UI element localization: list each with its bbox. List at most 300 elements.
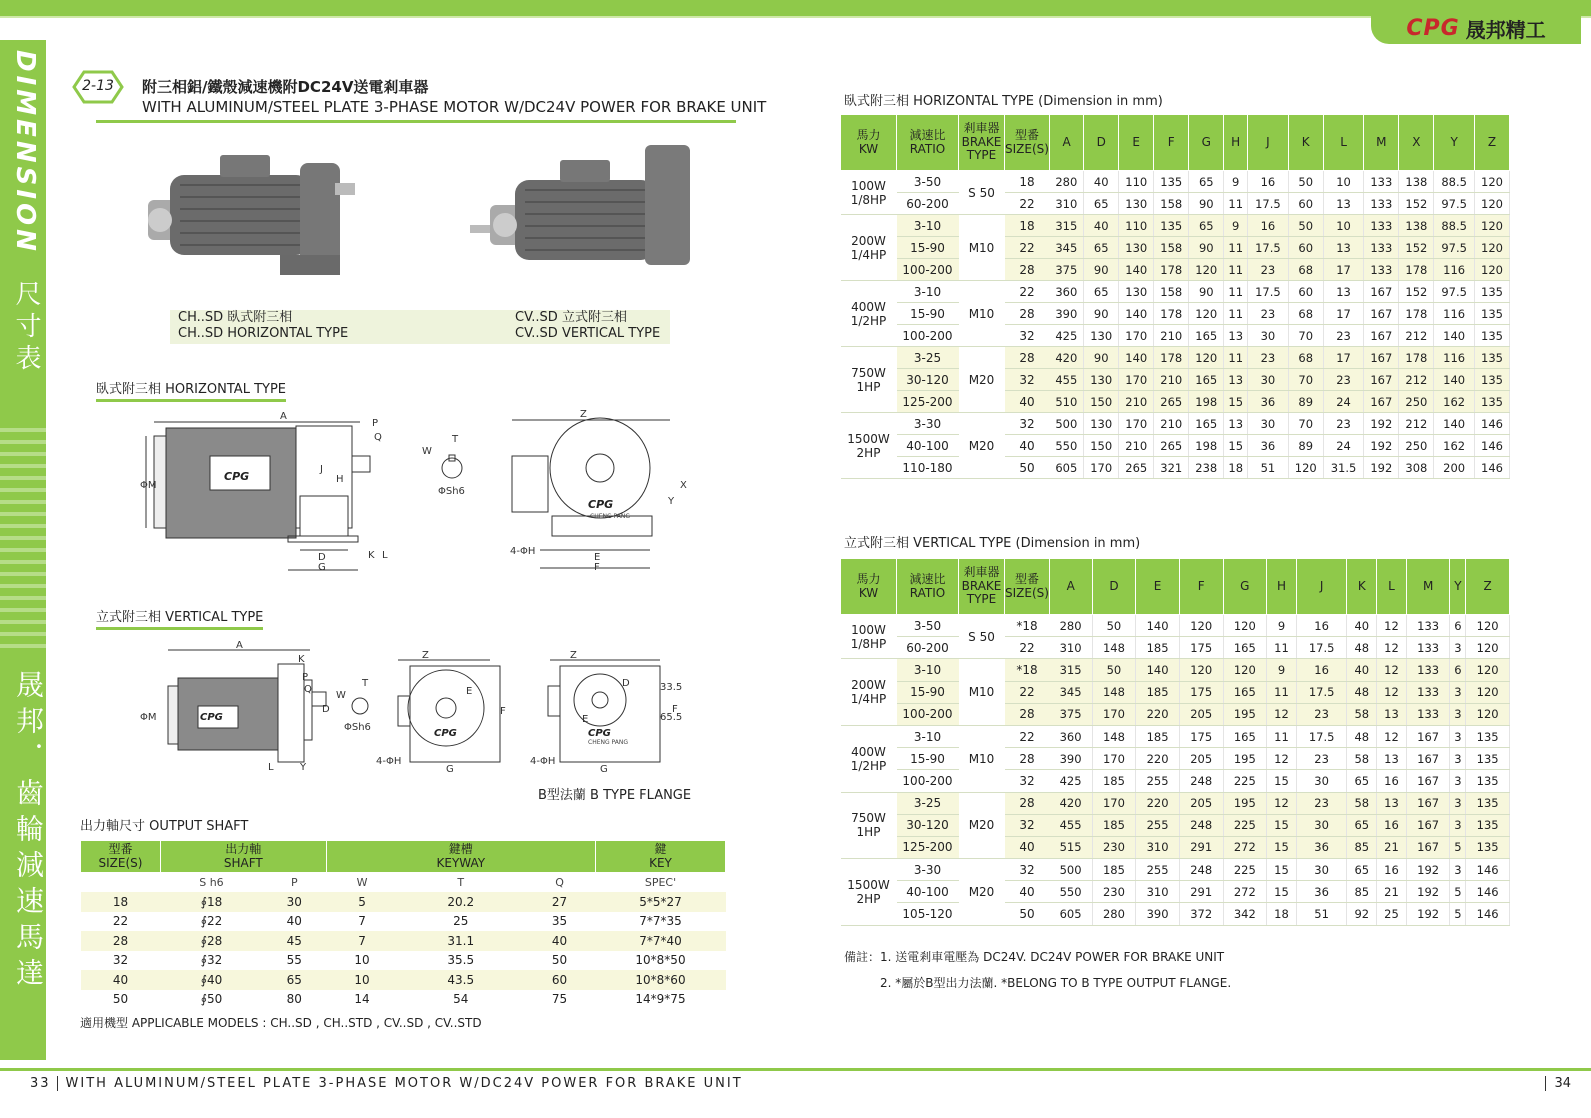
shaft-head-key: 鍵 KEY [596,841,726,873]
head-ratio [897,559,959,615]
dim-cell: 152 [1399,281,1434,303]
dim-cell: 12 [1377,659,1407,681]
dim-cell: 15 [1267,836,1297,858]
svg-text:L: L [268,762,274,773]
head-size [1005,559,1050,615]
size-cell: 32 [1005,325,1050,347]
dim-row [841,814,1510,836]
size-cell: 28 [1005,303,1050,325]
top-bar [0,0,1591,18]
dim-cell: 21 [1377,836,1407,858]
head-col-j: J [1248,115,1289,171]
dim-cell: 390 [1049,748,1092,770]
note-1: 備註：1. 送電剎車電壓為 DC24V. DC24V POWER FOR BRAKE UNIT [844,950,1225,964]
dim-cell: 17 [1323,347,1364,369]
dim-cell: 255 [1136,859,1180,881]
shaft-subheader-cell: SPEC' [644,876,677,889]
size-cell: 40 [1005,391,1050,413]
dim-cell: 16 [1377,859,1407,881]
dim-cell: 9 [1267,615,1297,637]
shaft-label: 出力軸尺寸 OUTPUT SHAFT [80,819,249,834]
dim-cell: 50 [1092,659,1136,681]
svg-text:D: D [318,552,326,563]
table-head [841,559,1510,615]
dim-cell: 140 [1434,413,1475,435]
dim-cell: 198 [1189,391,1224,413]
kw-cell [841,615,897,659]
kw-line: 200W [851,233,886,248]
dim-cell: 133 [1406,681,1450,703]
kw-line: 400W [851,299,886,314]
dim-cell: 280 [1049,171,1083,193]
dim-cell: 48 [1347,681,1377,703]
dim-cell: 70 [1288,413,1323,435]
dim-cell: 178 [1154,347,1189,369]
shaft-cell: 10 [326,970,398,990]
size-cell: 50 [1005,903,1050,925]
dim-cell: 110 [1119,171,1154,193]
dim-cell: 88.5 [1434,171,1475,193]
dim-cell: 12 [1377,615,1407,637]
section-badge [66,70,130,104]
kw-line: 1HP [856,825,881,840]
dim-cell: 375 [1049,703,1092,725]
kw-cell [841,659,897,726]
dim-cell: 133 [1406,659,1450,681]
shaft-subheader-cell: Q [555,876,564,889]
drawing-sub-2: CHENG PANG [590,513,631,520]
dim-row [841,215,1510,237]
dim-cell: 133 [1364,193,1399,215]
ratio-cell: 3-25 [897,347,959,369]
brake-cell: M10 [959,659,1005,726]
horizontal-caption-1: CH..SD 臥式附三相 [178,310,293,325]
dim-cell: 167 [1406,792,1450,814]
shaft-cell: 18 [81,892,161,912]
dim-cell: 225 [1223,859,1267,881]
dim-cell: 158 [1154,237,1189,259]
dim-cell: 120 [1288,457,1323,479]
dim-row [841,193,1510,215]
shaft-cell: 10*8*60 [596,970,726,990]
svg-text:A: A [280,411,287,422]
dim-cell: 6 [1450,615,1466,637]
dim-cell: 140 [1119,259,1154,281]
logo-mark: CPG [1406,15,1460,41]
dim-cell: 150 [1084,391,1119,413]
ratio-cell: 110-180 [897,457,959,479]
head-line: 剎車器 [963,120,1000,135]
dim-cell: 280 [1092,903,1136,925]
brand-name: 晟邦精工 [1465,17,1546,42]
head-col-m: M [1406,559,1450,615]
dim-row [841,237,1510,259]
dim-cell: 130 [1119,193,1154,215]
svg-text:E: E [594,552,601,563]
dim-cell: 135 [1466,836,1510,858]
dim-row [841,903,1510,925]
kw-cell [841,725,897,792]
ratio-cell: 3-25 [897,792,959,814]
head-line: TYPE [966,148,997,163]
dim-cell: 510 [1049,391,1083,413]
dim-cell: 133 [1364,215,1399,237]
dim-cell: 205 [1179,703,1223,725]
dim-cell: 85 [1347,836,1377,858]
kw-cell [841,281,897,347]
vertical-table-caption: 立式附三相 VERTICAL TYPE (Dimension in mm) [844,536,1141,551]
dim-cell: 210 [1119,391,1154,413]
dim-cell: 58 [1347,792,1377,814]
dim-cell: 148 [1092,681,1136,703]
shaft-cell: ∮32 [200,953,223,968]
head-col-k: K [1288,115,1323,171]
dim-cell: 135 [1474,369,1509,391]
dim-cell: 167 [1364,369,1399,391]
dim-cell: 150 [1084,435,1119,457]
dim-cell: 360 [1049,725,1092,747]
dim-cell: 120 [1474,259,1509,281]
head-line: 馬力 [856,571,881,586]
svg-text:G: G [600,764,608,775]
brake-cell: M20 [959,859,1005,926]
shaft-cell: 25 [453,914,469,929]
svg-text:Y: Y [668,496,675,507]
shaft-body [81,873,726,1010]
ratio-cell: 60-200 [897,637,959,659]
ratio-cell: 30-120 [897,814,959,836]
shaft-cell: ∮50 [200,992,223,1007]
ratio-cell: 125-200 [897,836,959,858]
dim-cell: 140 [1136,615,1180,637]
dim-cell: 51 [1296,903,1347,925]
dim-cell: 60 [1288,193,1323,215]
dim-cell: 185 [1136,681,1180,703]
dim-cell: 138 [1399,171,1434,193]
shaft-cell: 14*9*75 [635,992,686,1007]
dim-cell: 23 [1296,748,1347,770]
dim-cell: 16 [1248,215,1289,237]
dim-cell: 550 [1049,435,1083,457]
dim-cell: 120 [1179,659,1223,681]
dim-cell: 185 [1092,770,1136,792]
ratio-cell: 3-30 [897,859,959,881]
dim-cell: 192 [1406,859,1450,881]
vertical-caption-1: CV..SD 立式附三相 [515,310,627,325]
dim-cell: 135 [1154,171,1189,193]
dim-cell: 170 [1092,748,1136,770]
size-cell: 50 [1005,457,1050,479]
dim-cell: 88.5 [1434,215,1475,237]
ratio-cell: 3-10 [897,281,959,303]
dim-cell: 13 [1323,237,1364,259]
ratio-cell: 100-200 [897,703,959,725]
dim-cell: 167 [1406,836,1450,858]
kw-line: 1/8HP [850,192,887,207]
dim-cell: 165 [1223,637,1267,659]
dim-cell: 165 [1223,681,1267,703]
brake-cell: M10 [959,281,1005,347]
svg-text:T: T [362,678,369,689]
dim-cell: 120 [1466,637,1510,659]
kw-cell [841,347,897,413]
dim-cell: 12 [1267,792,1297,814]
dim-cell: 65 [1347,859,1377,881]
horizontal-caption-2: CH..SD HORIZONTAL TYPE [178,326,349,341]
dim-cell: 40 [1084,215,1119,237]
dim-cell: 13 [1323,193,1364,215]
head-brake [959,559,1005,615]
brake-cell: M20 [959,792,1005,859]
ratio-cell: 100-200 [897,770,959,792]
dim-cell: 200 [1434,457,1475,479]
dim-cell: 3 [1450,859,1466,881]
dim-cell: 135 [1466,792,1510,814]
dim-cell: 152 [1399,193,1434,215]
dim-cell: 167 [1364,303,1399,325]
dim-cell: 90 [1084,259,1119,281]
head-col-y: Y [1434,115,1475,171]
dim-cell: 9 [1224,171,1248,193]
dim-cell: 140 [1119,347,1154,369]
dim-cell: 30 [1296,814,1347,836]
dim-cell: 36 [1296,836,1347,858]
dim-cell: 15 [1267,814,1297,836]
dim-cell: 220 [1136,703,1180,725]
dim-cell: 48 [1347,725,1377,747]
dim-cell: 185 [1136,725,1180,747]
head-col-m: M [1364,115,1399,171]
svg-text:Q: Q [374,432,382,443]
shaft-cell: 35.5 [447,953,475,968]
svg-text:ΦM: ΦM [140,712,157,723]
dim-cell: 89 [1288,391,1323,413]
dim-cell: 178 [1154,303,1189,325]
head-col-f: F [1179,559,1223,615]
dim-cell: 135 [1474,303,1509,325]
table-head [841,115,1510,171]
svg-text:P: P [302,672,309,683]
dim-cell: 500 [1049,413,1083,435]
size-cell: 22 [1005,637,1050,659]
dim-cell: 50 [1092,615,1136,637]
dim-cell: 212 [1399,369,1434,391]
dim-cell: 372 [1179,903,1223,925]
dim-row [841,281,1510,303]
dim-cell: 3 [1450,703,1466,725]
dim-cell: 5 [1450,881,1466,903]
dim-cell: 90 [1084,347,1119,369]
dim-cell: 135 [1474,391,1509,413]
head-line: 減速比 [909,127,946,142]
vertical-caption-2: CV..SD VERTICAL TYPE [515,326,661,341]
head-col-h: H [1267,559,1297,615]
dim-cell: 133 [1364,259,1399,281]
dim-cell: 146 [1466,881,1510,903]
dim-cell: 225 [1223,814,1267,836]
kw-line: 2HP [856,891,881,906]
svg-text:K: K [298,654,305,665]
head-col-k: K [1347,559,1377,615]
dim-cell: 17.5 [1296,681,1347,703]
size-cell: 22 [1005,237,1050,259]
dim-cell: 90 [1084,303,1119,325]
dim-cell: 18 [1224,457,1248,479]
dim-cell: 265 [1119,457,1154,479]
dim-cell: 23 [1296,703,1347,725]
horizontal-dimension-table [840,114,1510,479]
head-col-h: H [1224,115,1248,171]
dim-cell: 205 [1179,748,1223,770]
shaft-cell: ∮18 [161,892,263,912]
ratio-cell: 15-90 [897,303,959,325]
svg-text:H: H [336,474,344,485]
svg-text:K: K [368,550,375,561]
dim-cell: 146 [1474,457,1509,479]
dim-cell: 13 [1224,369,1248,391]
kw-line: 100W [851,622,886,637]
footer-left [30,1076,743,1091]
dim-cell: 230 [1092,836,1136,858]
dim-cell: 192 [1406,903,1450,925]
vdrawing-logo: CPG [200,712,223,723]
head-col-e: E [1136,559,1180,615]
dim-cell: 146 [1474,435,1509,457]
dim-cell: 65 [1189,215,1224,237]
dim-row [841,457,1510,479]
dim-cell: 130 [1119,281,1154,303]
head-col-z: Z [1474,115,1509,171]
ratio-cell: 3-50 [897,615,959,637]
dim-cell: 30 [1248,325,1289,347]
dim-cell: 23 [1248,259,1289,281]
size-cell: *18 [1005,659,1050,681]
svg-text:4-ΦH: 4-ΦH [510,546,536,557]
dim-cell: 140 [1434,325,1475,347]
dim-cell: 165 [1189,325,1224,347]
dim-cell: 65 [1189,171,1224,193]
shaft-row [81,990,726,1010]
brake-cell: M10 [959,725,1005,792]
page-number-left: 33 [30,1076,58,1091]
shaft-cell: 45 [262,931,326,951]
size-cell: 22 [1005,193,1050,215]
shaft-cell: 50 [112,992,129,1007]
shaft-cell: 7*7*35 [639,914,682,929]
head-col-a: A [1049,115,1083,171]
dim-cell: 120 [1466,681,1510,703]
kw-line: 1/2HP [850,313,887,328]
dim-cell: 167 [1406,748,1450,770]
horizontal-drawing-label: 臥式附三相 HORIZONTAL TYPE [96,378,286,402]
svg-text:4-ΦH: 4-ΦH [530,756,556,767]
dim-cell: 97.5 [1434,281,1475,303]
dim-cell: 291 [1179,836,1223,858]
head-line: KW [858,141,879,156]
dim-cell: 175 [1179,637,1223,659]
kw-line: 400W [851,744,886,759]
dim-cell: 165 [1189,413,1224,435]
size-cell: 32 [1005,413,1050,435]
size-cell: 28 [1005,703,1050,725]
dim-row [841,836,1510,858]
kw-line: 1/4HP [850,692,887,707]
svg-text:A: A [236,640,243,651]
dim-row [841,391,1510,413]
shaft-subheader-row [81,873,726,893]
brake-cell: M10 [959,215,1005,281]
head-col-a: A [1049,559,1092,615]
shaft-cell: ∮28 [161,931,263,951]
shaft-cell: ∮22 [200,914,223,929]
size-cell: 40 [1005,836,1050,858]
dim-cell: 9 [1267,659,1297,681]
head-line: SIZE(S) [1005,141,1049,156]
dim-cell: 90 [1189,193,1224,215]
dim-cell: 12 [1377,725,1407,747]
head-col-d: D [1092,559,1136,615]
dim-cell: 17.5 [1248,193,1289,215]
head-col-g: G [1189,115,1224,171]
dim-cell: 167 [1406,725,1450,747]
dim-cell: 12 [1377,637,1407,659]
shaft-subheader-cell: P [290,876,298,889]
dim-row [841,881,1510,903]
shaft-cell: 80 [286,992,302,1007]
size-cell: 28 [1005,259,1050,281]
dim-cell: 9 [1224,215,1248,237]
size-cell: 18 [1005,171,1050,193]
dim-cell: 16 [1296,615,1347,637]
dim-cell: 3 [1450,814,1466,836]
dim-cell: 110 [1119,215,1154,237]
dim-cell: 135 [1466,725,1510,747]
dim-cell: 167 [1364,391,1399,413]
dim-cell: 345 [1049,681,1092,703]
drawing-logo: CPG [224,470,250,483]
dim-cell: 185 [1092,814,1136,836]
dim-cell: 140 [1119,303,1154,325]
dim-cell: 36 [1248,435,1289,457]
dim-cell: 11 [1224,237,1248,259]
dim-cell: 133 [1364,171,1399,193]
kw-line: 1500W [847,877,890,892]
svg-text:Z: Z [580,409,587,420]
dim-cell: 167 [1364,325,1399,347]
dim-cell: 17 [1323,303,1364,325]
dim-cell: 315 [1049,215,1083,237]
shaft-cell: 28 [81,931,161,951]
b-flange-label: B型法蘭 B TYPE FLANGE [538,788,692,803]
footer-text: WITH ALUMINUM/STEEL PLATE 3-PHASE MOTOR W/DC24V POWER FOR BRAKE UNIT [65,1076,743,1091]
dim-cell: 23 [1296,792,1347,814]
footer-line [0,1068,1591,1071]
dim-cell: 178 [1399,303,1434,325]
dim-cell: 135 [1474,281,1509,303]
dim-cell: 420 [1049,792,1092,814]
dim-cell: 342 [1223,903,1267,925]
kw-cell [841,171,897,215]
dim-cell: 30 [1296,770,1347,792]
dim-cell: 120 [1223,659,1267,681]
dim-cell: 15 [1267,859,1297,881]
ratio-cell: 15-90 [897,748,959,770]
shaft-subheader-cell: S h6 [199,876,224,889]
svg-text:E: E [466,686,473,697]
shaft-row [81,970,726,990]
vertical-dimension-drawing [140,640,700,780]
dim-cell: 220 [1136,792,1180,814]
